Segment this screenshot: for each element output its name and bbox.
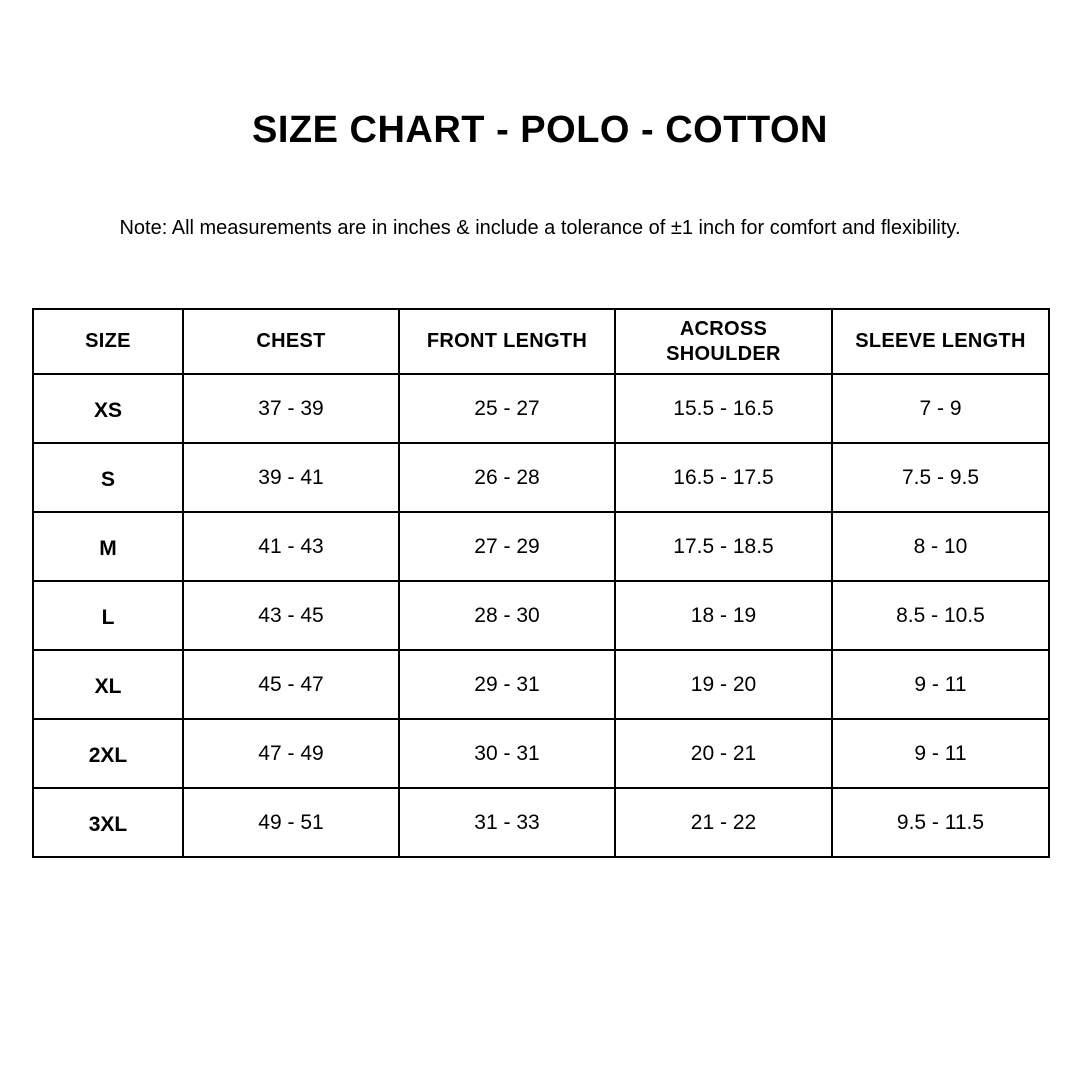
size-cell: S: [33, 443, 183, 512]
across-shoulder-cell: 16.5 - 17.5: [615, 443, 832, 512]
chest-cell: 37 - 39: [183, 374, 399, 443]
table-row: [33, 650, 1049, 719]
size-cell: XS: [33, 374, 183, 443]
front-length-cell: 31 - 33: [399, 788, 615, 857]
size-cell: M: [33, 512, 183, 581]
front-length-cell: 27 - 29: [399, 512, 615, 581]
measurement-note: Note: All measurements are in inches & include a tolerance of ±1 inch for comfort and flexibility.: [119, 217, 961, 239]
size-cell: XL: [33, 650, 183, 719]
sleeve-length-cell: 7 - 9: [832, 374, 1049, 443]
chest-cell: 49 - 51: [183, 788, 399, 857]
sleeve-length-cell: 9 - 11: [832, 719, 1049, 788]
front-length-cell: 25 - 27: [399, 374, 615, 443]
table-row: [33, 512, 1049, 581]
across-shoulder-cell: 17.5 - 18.5: [615, 512, 832, 581]
sleeve-length-cell: 8.5 - 10.5: [832, 581, 1049, 650]
sleeve-length-cell: 9 - 11: [832, 650, 1049, 719]
page-title: SIZE CHART - POLO - COTTON: [252, 109, 828, 151]
size-cell: 2XL: [33, 719, 183, 788]
front-length-cell: 26 - 28: [399, 443, 615, 512]
table-header-row: [33, 309, 1049, 374]
header-chest: CHEST: [183, 309, 399, 374]
header-across-shoulder-line2: SHOULDER: [666, 342, 781, 365]
header-front-length: FRONT LENGTH: [399, 309, 615, 374]
table-row: [33, 443, 1049, 512]
front-length-cell: 30 - 31: [399, 719, 615, 788]
across-shoulder-cell: 18 - 19: [615, 581, 832, 650]
front-length-cell: 29 - 31: [399, 650, 615, 719]
chest-cell: 39 - 41: [183, 443, 399, 512]
chest-cell: 41 - 43: [183, 512, 399, 581]
front-length-cell: 28 - 30: [399, 581, 615, 650]
chest-cell: 45 - 47: [183, 650, 399, 719]
header-sleeve-length: SLEEVE LENGTH: [832, 309, 1049, 374]
across-shoulder-cell: 20 - 21: [615, 719, 832, 788]
chest-cell: 47 - 49: [183, 719, 399, 788]
header-across-shoulder: [615, 309, 832, 374]
across-shoulder-cell: 21 - 22: [615, 788, 832, 857]
size-cell: L: [33, 581, 183, 650]
sleeve-length-cell: 8 - 10: [832, 512, 1049, 581]
sleeve-length-cell: 9.5 - 11.5: [832, 788, 1049, 857]
across-shoulder-cell: 15.5 - 16.5: [615, 374, 832, 443]
size-cell: 3XL: [33, 788, 183, 857]
table-row: [33, 788, 1049, 857]
header-across-shoulder-line1: ACROSS: [679, 317, 768, 340]
table-row: [33, 581, 1049, 650]
sleeve-length-cell: 7.5 - 9.5: [832, 443, 1049, 512]
table-row: [33, 719, 1049, 788]
size-chart-table: [32, 308, 1050, 858]
header-size: SIZE: [33, 309, 183, 374]
chest-cell: 43 - 45: [183, 581, 399, 650]
table-row: [33, 374, 1049, 443]
across-shoulder-cell: 19 - 20: [615, 650, 832, 719]
